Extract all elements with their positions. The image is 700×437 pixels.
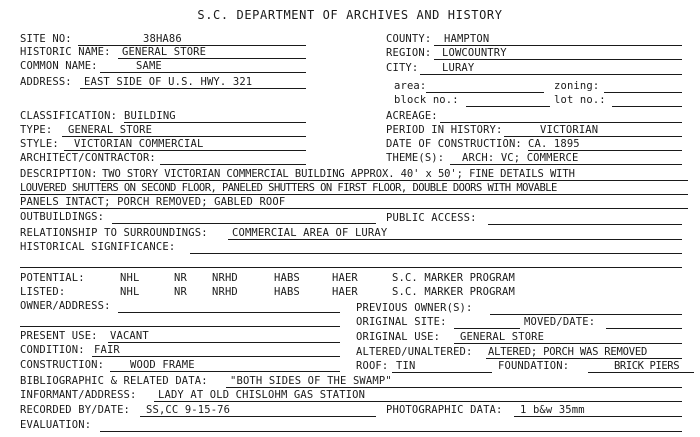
present-use-line	[108, 342, 340, 343]
city-line	[420, 74, 682, 75]
listed-haer: HAER	[332, 286, 358, 298]
historic-name-label: HISTORIC NAME:	[20, 46, 111, 58]
photographic-line	[514, 416, 682, 417]
classification-label: CLASSIFICATION:	[20, 110, 118, 122]
roof-line	[392, 372, 492, 373]
classification-value: BUILDING	[124, 110, 176, 122]
date-construction-label: DATE OF CONSTRUCTION:	[386, 138, 522, 150]
block-no-line	[466, 106, 550, 107]
construction-value: WOOD FRAME	[130, 359, 195, 371]
altered-value: ALTERED; PORCH WAS REMOVED	[488, 346, 648, 358]
region-label: REGION:	[386, 47, 432, 59]
common-name-line	[100, 72, 306, 73]
photographic-label: PHOTOGRAPHIC DATA:	[386, 404, 503, 416]
type-line	[62, 136, 306, 137]
site-no-label: SITE NO:	[20, 33, 72, 45]
block-no-label: block no.:	[394, 94, 459, 106]
construction-label: CONSTRUCTION:	[20, 359, 105, 371]
altered-label: ALTERED/UNALTERED:	[356, 346, 473, 358]
evaluation-line	[100, 431, 682, 432]
listed-nrhd: NRHD	[212, 286, 238, 298]
original-site-label: ORIGINAL SITE:	[356, 316, 447, 328]
region-value: LOWCOUNTRY	[442, 47, 507, 59]
foundation-value: BRICK PIERS	[614, 360, 680, 372]
area-label: area:	[394, 80, 427, 92]
acreage-label: ACREAGE:	[386, 110, 438, 122]
bibliographic-label: BIBLIOGRAPHIC & RELATED DATA:	[20, 375, 208, 387]
moved-date-label: MOVED/DATE:	[524, 316, 596, 328]
date-construction-value: CA. 1895	[528, 138, 580, 150]
outbuildings-label: OUTBUILDINGS:	[20, 211, 105, 223]
address-value: EAST SIDE OF U.S. HWY. 321	[84, 76, 253, 88]
themes-value: ARCH: VC; COMMERCE	[462, 152, 579, 164]
bibliographic-value: "BOTH SIDES OF THE SWAMP"	[230, 375, 392, 387]
original-use-value: GENERAL STORE	[460, 331, 545, 343]
common-name-label: COMMON NAME:	[20, 60, 98, 72]
form-title: S.C. DEPARTMENT OF ARCHIVES AND HISTORY	[197, 8, 503, 22]
present-use-value: VACANT	[110, 330, 149, 342]
original-site-line	[454, 328, 520, 329]
condition-line	[92, 356, 340, 357]
lot-no-label: lot no.:	[554, 94, 606, 106]
altered-line	[486, 358, 682, 359]
county-label: COUNTY:	[386, 33, 432, 45]
recorded-by-line	[140, 416, 376, 417]
description-text-2: LOUVERED SHUTTERS ON SECOND FLOOR, PANELED SHUTTERS ON FIRST FLOOR, DOUBLE DOORS WITH MOVABLE	[20, 182, 557, 194]
outbuildings-line	[112, 223, 376, 224]
public-access-line	[488, 224, 682, 225]
original-use-line	[454, 343, 682, 344]
area-line	[426, 92, 544, 93]
informant-line	[154, 401, 682, 402]
relationship-label: RELATIONSHIP TO SURROUNDINGS:	[20, 227, 208, 239]
style-line	[64, 150, 306, 151]
listed-nr: NR	[174, 286, 187, 298]
historic-name-line	[118, 58, 306, 59]
listed-habs: HABS	[274, 286, 300, 298]
bibliographic-line	[226, 387, 682, 388]
listed-marker: S.C. MARKER PROGRAM	[392, 286, 515, 298]
informant-label: INFORMANT/ADDRESS:	[20, 389, 137, 401]
listed-nhl: NHL	[120, 286, 140, 298]
period-value: VICTORIAN	[540, 124, 599, 136]
historic-name-value: GENERAL STORE	[122, 46, 207, 58]
description-line-3	[20, 208, 688, 209]
public-access-label: PUBLIC ACCESS:	[386, 212, 477, 224]
address-label: ADDRESS:	[20, 76, 72, 88]
description-label: DESCRIPTION:	[20, 168, 98, 180]
acreage-line	[440, 122, 682, 123]
evaluation-label: EVALUATION:	[20, 419, 92, 431]
city-value: LURAY	[442, 62, 475, 74]
present-use-label: PRESENT USE:	[20, 330, 98, 342]
style-value: VICTORIAN COMMERCIAL	[74, 138, 204, 150]
potential-nr: NR	[174, 272, 187, 284]
owner-address-line	[118, 312, 340, 313]
potential-marker: S.C. MARKER PROGRAM	[392, 272, 515, 284]
historical-significance-line	[190, 253, 682, 254]
potential-habs: HABS	[274, 272, 300, 284]
themes-label: THEME(S):	[386, 152, 445, 164]
roof-value: TIN	[396, 360, 416, 372]
common-name-value: SAME	[136, 60, 162, 72]
city-label: CITY:	[386, 62, 419, 74]
previous-owners-line	[490, 314, 682, 315]
region-line	[434, 59, 682, 60]
construction-line	[110, 371, 340, 372]
potential-nrhd: NRHD	[212, 272, 238, 284]
recorded-by-value: SS,CC 9-15-76	[146, 404, 231, 416]
type-label: TYPE:	[20, 124, 53, 136]
zoning-line	[604, 92, 682, 93]
relationship-value: COMMERCIAL AREA OF LURAY	[232, 227, 388, 239]
address-line	[80, 88, 306, 89]
architect-label: ARCHITECT/CONTRACTOR:	[20, 152, 156, 164]
date-construction-line	[528, 150, 682, 151]
potential-haer: HAER	[332, 272, 358, 284]
zoning-label: zoning:	[554, 80, 600, 92]
condition-label: CONDITION:	[20, 344, 85, 356]
style-label: STYLE:	[20, 138, 59, 150]
description-text-3: PANELS INTACT; PORCH REMOVED; GABLED ROOF	[20, 196, 286, 208]
description-text-1: TWO STORY VICTORIAN COMMERCIAL BUILDING APPROX. 40' x 50'; FINE DETAILS WITH	[102, 168, 575, 180]
recorded-by-label: RECORDED BY/DATE:	[20, 404, 131, 416]
photographic-value: 1 b&w 35mm	[520, 404, 585, 416]
owner-address-label: OWNER/ADDRESS:	[20, 300, 111, 312]
architect-line	[160, 164, 306, 165]
moved-date-line	[606, 328, 682, 329]
foundation-line	[588, 372, 694, 373]
original-use-label: ORIGINAL USE:	[356, 331, 441, 343]
potential-nhl: NHL	[120, 272, 140, 284]
lot-no-line	[612, 106, 682, 107]
previous-owners-label: PREVIOUS OWNER(S):	[356, 302, 473, 314]
listed-label: LISTED:	[20, 286, 66, 298]
owner-address-line-2	[20, 326, 340, 327]
themes-line	[450, 164, 682, 165]
foundation-label: FOUNDATION:	[498, 360, 570, 372]
description-line-1	[100, 180, 688, 181]
description-line-2	[20, 194, 688, 195]
period-label: PERIOD IN HISTORY:	[386, 124, 503, 136]
potential-label: POTENTIAL:	[20, 272, 85, 284]
county-line	[434, 45, 682, 46]
type-value: GENERAL STORE	[68, 124, 153, 136]
historical-significance-label: HISTORICAL SIGNIFICANCE:	[20, 241, 176, 253]
roof-label: ROOF:	[356, 360, 389, 372]
section-divider	[20, 267, 682, 268]
county-value: HAMPTON	[444, 33, 490, 45]
period-line	[504, 136, 682, 137]
informant-value: LADY AT OLD CHISLOHM GAS STATION	[158, 389, 366, 401]
site-no-value: 38HA86	[143, 33, 182, 45]
condition-value: FAIR	[94, 344, 120, 356]
classification-line	[124, 122, 306, 123]
relationship-line	[228, 239, 682, 240]
